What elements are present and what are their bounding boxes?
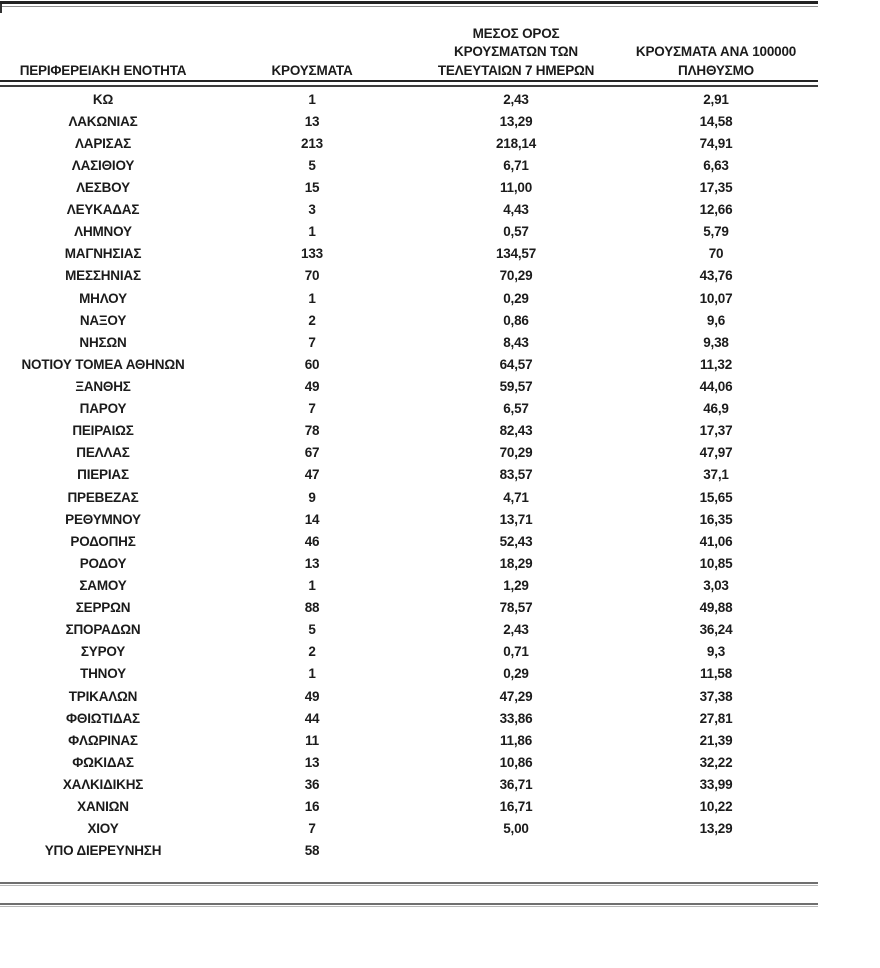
table-row <box>0 574 818 596</box>
column-header-line: ΜΕΣΟΣ ΟΡΟΣ <box>472 25 560 41</box>
cell-region-name: ΝΗΣΩΝ <box>79 334 127 350</box>
cell-cases: 9 <box>308 489 316 505</box>
cell-cases: 36 <box>304 776 320 792</box>
cell-cases: 5 <box>308 622 316 638</box>
table-row <box>0 508 818 530</box>
cell-region-name: ΡΕΘΥΜΝΟΥ <box>65 511 141 527</box>
cell-per-100k: 9,3 <box>706 644 726 660</box>
cell-avg-7-days: 83,57 <box>499 467 533 483</box>
table-row <box>0 353 818 375</box>
cell-avg-7-days: 5,00 <box>503 821 529 837</box>
cell-region-name: ΡΟΔΟΥ <box>79 555 127 571</box>
cell-per-100k: 21,39 <box>699 732 733 748</box>
table-row <box>0 552 818 574</box>
cell-per-100k: 6,63 <box>703 157 729 173</box>
cell-per-100k: 37,38 <box>699 688 733 704</box>
cell-per-100k: 13,29 <box>699 821 733 837</box>
cell-cases: 1 <box>308 224 316 240</box>
cell-cases: 67 <box>304 445 320 461</box>
column-header-line: ΚΡΟΥΣΜΑΤΑ <box>271 62 353 78</box>
cell-region-name: ΧΑΛΚΙΔΙΚΗΣ <box>62 776 144 792</box>
table-row <box>0 398 818 420</box>
column-header-line: ΚΡΟΥΣΜΑΤΑ ΑΝΑ 100000 <box>635 44 797 59</box>
cell-region-name: ΦΘΙΩΤΙΔΑΣ <box>66 710 140 726</box>
table-row <box>0 685 818 707</box>
table-row <box>0 707 818 729</box>
cell-region-name: ΣΥΡΟΥ <box>80 644 126 660</box>
cell-region-name: ΝΑΞΟΥ <box>79 312 127 328</box>
cell-region-name: ΛΑΚΩΝΙΑΣ <box>68 113 138 129</box>
cell-cases: 11 <box>305 732 319 748</box>
cell-per-100k: 3,03 <box>703 577 729 593</box>
cell-per-100k: 74,91 <box>699 135 733 151</box>
cell-avg-7-days: 16,71 <box>499 799 533 815</box>
cell-avg-7-days: 13,29 <box>499 113 533 129</box>
cell-region-name: ΡΟΔΟΠΗΣ <box>70 533 136 549</box>
cell-cases: 1 <box>308 290 316 306</box>
cell-cases: 78 <box>304 423 320 439</box>
column-header-line: ΠΕΡΙΦΕΡΕΙΑΚΗ ΕΝΟΤΗΤΑ <box>19 62 187 78</box>
table-row <box>0 309 818 331</box>
table-row <box>0 663 818 685</box>
cell-region-name: ΦΛΩΡΙΝΑΣ <box>68 732 138 748</box>
table-top-rule <box>0 1 818 7</box>
cell-avg-7-days: 218,14 <box>495 135 537 151</box>
cell-avg-7-days: 13,71 <box>499 511 533 527</box>
table-header-row <box>0 25 818 80</box>
column-header-line: ΚΡΟΥΣΜΑΤΩΝ ΤΩΝ <box>454 44 578 59</box>
cell-avg-7-days: 0,57 <box>503 224 529 240</box>
cell-per-100k: 27,81 <box>699 710 733 726</box>
cell-per-100k: 17,35 <box>699 179 733 195</box>
cell-avg-7-days: 1,29 <box>503 577 529 593</box>
cell-cases: 49 <box>304 378 320 394</box>
cell-per-100k: 33,99 <box>699 776 733 792</box>
cell-region-name: ΠΙΕΡΙΑΣ <box>77 467 129 483</box>
cell-avg-7-days: 11,00 <box>499 179 533 195</box>
cell-region-name: ΦΩΚΙΔΑΣ <box>72 754 134 770</box>
cell-avg-7-days: 36,71 <box>499 776 533 792</box>
cell-cases: 13 <box>304 754 320 770</box>
cell-region-name: ΣΠΟΡΑΔΩΝ <box>65 622 141 638</box>
cell-cases: 46 <box>304 533 320 549</box>
cell-cases: 133 <box>301 246 323 262</box>
table-row <box>0 442 818 464</box>
cell-per-100k: 2,91 <box>703 91 729 107</box>
cell-region-name: ΣΕΡΡΩΝ <box>75 600 131 616</box>
cell-per-100k: 12,66 <box>699 202 733 218</box>
table-row <box>0 840 818 862</box>
cell-avg-7-days: 4,71 <box>503 489 529 505</box>
cell-region-name: ΧΑΝΙΩΝ <box>77 799 129 815</box>
cell-region-name: ΧΙΟΥ <box>87 821 119 837</box>
cell-region-name: ΠΡΕΒΕΖΑΣ <box>67 489 139 505</box>
table-row <box>0 619 818 641</box>
cell-per-100k: 41,06 <box>699 533 733 549</box>
cell-avg-7-days: 47,29 <box>499 688 533 704</box>
cell-cases: 2 <box>308 644 316 660</box>
table-row <box>0 199 818 221</box>
table-row <box>0 420 818 442</box>
cell-region-name: ΜΕΣΣΗΝΙΑΣ <box>65 268 141 284</box>
column-header-avg7days <box>418 25 614 81</box>
table-bottom-rule-2 <box>0 903 818 907</box>
column-header-cases <box>206 62 418 81</box>
table-row <box>0 530 818 552</box>
table-row <box>0 597 818 619</box>
cell-avg-7-days: 70,29 <box>499 268 533 284</box>
cell-cases: 213 <box>301 135 323 151</box>
cell-avg-7-days: 2,43 <box>503 91 529 107</box>
cell-region-name: ΣΑΜΟΥ <box>79 577 127 593</box>
table-row <box>0 88 818 110</box>
cell-per-100k: 14,58 <box>699 113 733 129</box>
cell-avg-7-days: 6,71 <box>503 157 529 173</box>
cell-cases: 1 <box>308 577 316 593</box>
cell-avg-7-days: 18,29 <box>499 555 533 571</box>
cell-per-100k: 11,58 <box>699 666 733 682</box>
cell-per-100k: 9,6 <box>706 312 726 328</box>
cell-per-100k: 15,65 <box>699 489 733 505</box>
cell-per-100k: 16,35 <box>699 511 733 527</box>
cell-region-name: ΥΠΟ ΔΙΕΡΕΥΝΗΣΗ <box>44 843 162 859</box>
cell-cases: 14 <box>304 511 320 527</box>
cell-avg-7-days: 82,43 <box>499 423 533 439</box>
cell-cases: 7 <box>308 821 316 837</box>
cell-region-name: ΠΕΛΛΑΣ <box>76 445 130 461</box>
table-row <box>0 132 818 154</box>
table-row <box>0 243 818 265</box>
table-row <box>0 176 818 198</box>
cell-avg-7-days: 78,57 <box>499 600 533 616</box>
table-body <box>0 88 818 862</box>
cell-cases: 7 <box>308 334 316 350</box>
cell-per-100k: 9,38 <box>703 334 729 350</box>
cell-per-100k: 49,88 <box>699 600 733 616</box>
cell-cases: 5 <box>308 157 316 173</box>
cell-avg-7-days: 64,57 <box>499 356 533 372</box>
cell-region-name: ΤΗΝΟΥ <box>80 666 126 682</box>
cell-cases: 3 <box>308 202 316 218</box>
cell-per-100k: 10,22 <box>699 799 733 815</box>
cell-per-100k: 10,85 <box>699 555 733 571</box>
cell-avg-7-days: 33,86 <box>499 710 533 726</box>
column-header-per100k <box>614 43 818 80</box>
cell-region-name: ΠΑΡΟΥ <box>79 401 127 417</box>
table-row <box>0 331 818 353</box>
cell-per-100k: 17,37 <box>699 423 733 439</box>
cell-per-100k: 10,07 <box>699 290 733 306</box>
cell-avg-7-days: 134,57 <box>495 246 537 262</box>
table-row <box>0 221 818 243</box>
table-row <box>0 464 818 486</box>
table-row <box>0 751 818 773</box>
cell-cases: 1 <box>308 91 316 107</box>
cell-region-name: ΤΡΙΚΑΛΩΝ <box>68 688 138 704</box>
cell-avg-7-days: 0,71 <box>503 644 529 660</box>
cell-avg-7-days: 6,57 <box>503 401 529 417</box>
cell-cases: 15 <box>304 179 320 195</box>
column-header-line: ΤΕΛΕΥΤΑΙΩΝ 7 ΗΜΕΡΩΝ <box>437 62 595 78</box>
cell-region-name: ΚΩ <box>92 91 114 107</box>
cell-per-100k: 47,97 <box>699 445 733 461</box>
table-row <box>0 818 818 840</box>
cell-per-100k: 44,06 <box>699 378 733 394</box>
cell-cases: 7 <box>308 401 316 417</box>
table-row <box>0 641 818 663</box>
cell-per-100k: 11,32 <box>699 356 733 372</box>
cell-avg-7-days: 0,29 <box>503 290 529 306</box>
cell-per-100k: 32,22 <box>699 754 733 770</box>
cell-per-100k: 43,76 <box>699 268 733 284</box>
cell-cases: 13 <box>304 113 320 129</box>
cell-region-name: ΜΗΛΟΥ <box>79 290 127 306</box>
header-separator-rule <box>0 80 818 87</box>
cell-region-name: ΠΕΙΡΑΙΩΣ <box>72 423 134 439</box>
cell-avg-7-days: 52,43 <box>499 533 533 549</box>
cell-cases: 47 <box>304 467 320 483</box>
cell-cases: 2 <box>308 312 316 328</box>
cell-region-name: ΛΗΜΝΟΥ <box>74 224 132 240</box>
cell-region-name: ΛΑΣΙΘΙΟΥ <box>71 157 135 173</box>
cell-avg-7-days: 59,57 <box>499 378 533 394</box>
cell-region-name: ΛΕΥΚΑΔΑΣ <box>66 202 140 218</box>
table-bottom-rule-1 <box>0 882 818 886</box>
cell-per-100k: 37,1 <box>703 467 729 483</box>
cell-per-100k: 70 <box>708 246 724 262</box>
cell-region-name: ΜΑΓΝΗΣΙΑΣ <box>64 246 142 262</box>
cell-cases: 60 <box>304 356 320 372</box>
table-row <box>0 773 818 795</box>
cell-avg-7-days: 8,43 <box>503 334 529 350</box>
cell-region-name: ΝΟΤΙΟΥ ΤΟΜΕΑ ΑΘΗΝΩΝ <box>21 356 185 372</box>
cell-avg-7-days: 70,29 <box>499 445 533 461</box>
cell-per-100k: 46,9 <box>703 401 729 417</box>
table-row <box>0 265 818 287</box>
cell-cases: 44 <box>304 710 320 726</box>
cell-cases: 70 <box>304 268 320 284</box>
cell-region-name: ΛΕΣΒΟΥ <box>76 179 130 195</box>
table-row <box>0 796 818 818</box>
table-row <box>0 375 818 397</box>
cell-cases: 49 <box>304 688 320 704</box>
cell-region-name: ΞΑΝΘΗΣ <box>75 378 131 394</box>
cell-per-100k: 5,79 <box>703 224 729 240</box>
cell-per-100k: 36,24 <box>699 622 733 638</box>
cell-cases: 13 <box>304 555 320 571</box>
table-row <box>0 486 818 508</box>
table-row <box>0 729 818 751</box>
cell-avg-7-days: 11,86 <box>499 732 533 748</box>
cell-avg-7-days: 2,43 <box>503 622 529 638</box>
table-row <box>0 154 818 176</box>
column-header-region <box>0 62 206 81</box>
table-row <box>0 287 818 309</box>
cell-avg-7-days: 10,86 <box>499 754 533 770</box>
cell-cases: 88 <box>304 600 320 616</box>
cell-cases: 1 <box>308 666 316 682</box>
cell-cases: 16 <box>304 799 320 815</box>
column-header-line: ΠΛΗΘΥΣΜΟ <box>678 62 754 78</box>
table-row <box>0 110 818 132</box>
cell-cases: 58 <box>304 843 320 859</box>
cell-avg-7-days: 0,29 <box>503 666 529 682</box>
cell-avg-7-days: 0,86 <box>503 312 529 328</box>
cell-avg-7-days: 4,43 <box>503 202 529 218</box>
left-edge-tick <box>0 4 2 13</box>
cell-region-name: ΛΑΡΙΣΑΣ <box>74 135 132 151</box>
